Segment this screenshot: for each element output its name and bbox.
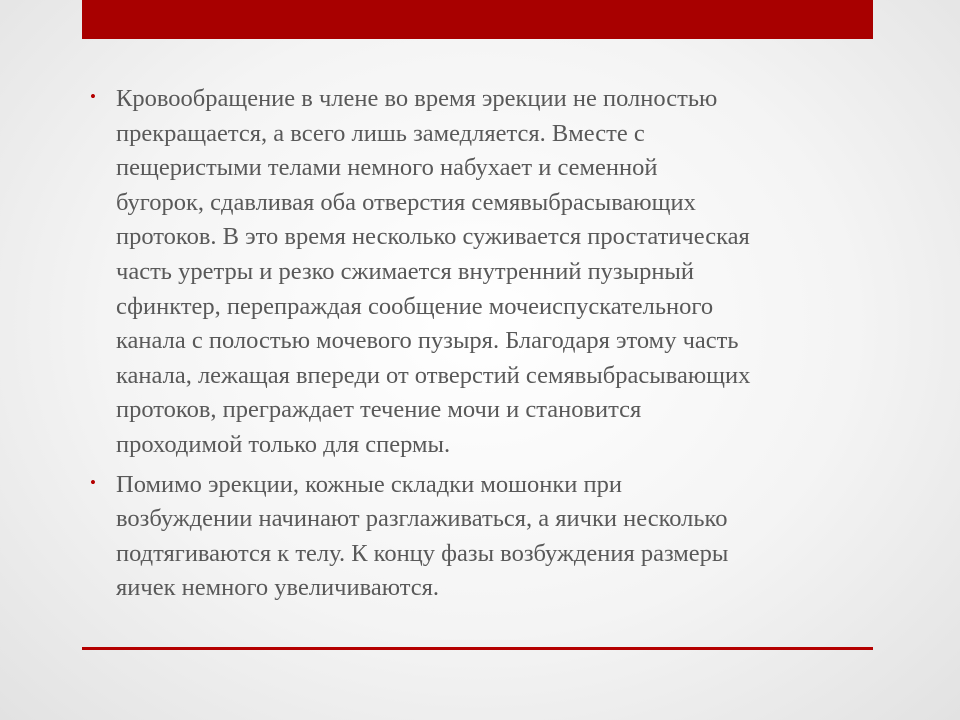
text-line: яичек немного увеличиваются. — [116, 574, 439, 602]
slide-content — [86, 82, 876, 611]
bullet-dot-icon: • — [90, 87, 96, 106]
text-line: бугорок, сдавливая оба отверстия семявыбрасывающих — [116, 188, 696, 216]
text-line: проходимой только для спермы. — [116, 430, 451, 458]
text-line: подтягиваются к телу. К концу фазы возбуждения размеры — [116, 539, 729, 567]
text-line: канала с полостью мочевого пузыря. Благодаря этому часть — [116, 327, 739, 355]
text-line: прекращается, а всего лишь замедляется. Вместе с — [116, 119, 645, 147]
text-line: пещеристыми телами немного набухает и семенной — [116, 154, 658, 182]
bullet-item-1 — [86, 82, 876, 463]
text-line: протоков. В это время несколько суживается простатическая — [116, 223, 750, 251]
bottom-accent-line — [82, 647, 873, 650]
text-line: Помимо эрекции, кожные складки мошонки при — [116, 470, 622, 498]
text-line: протоков, преграждает течение мочи и становится — [116, 396, 642, 424]
text-line: часть уретры и резко сжимается внутренний пузырный — [116, 257, 694, 285]
text-line: канала, лежащая впереди от отверстий семявыбрасывающих — [116, 361, 751, 389]
text-line: Кровообращение в члене во время эрекции не полностью — [116, 85, 718, 112]
top-accent-bar — [82, 0, 873, 39]
bullet-list — [86, 82, 876, 606]
bullet-text-2 — [116, 468, 876, 606]
text-line: возбуждении начинают разглаживаться, а яички несколько — [116, 505, 728, 533]
bullet-dot-icon: • — [90, 472, 96, 492]
bullet-text-1 — [116, 82, 876, 463]
text-line: сфинктер, перепраждая сообщение мочеиспускательного — [116, 292, 714, 320]
bullet-item-2 — [86, 468, 876, 606]
